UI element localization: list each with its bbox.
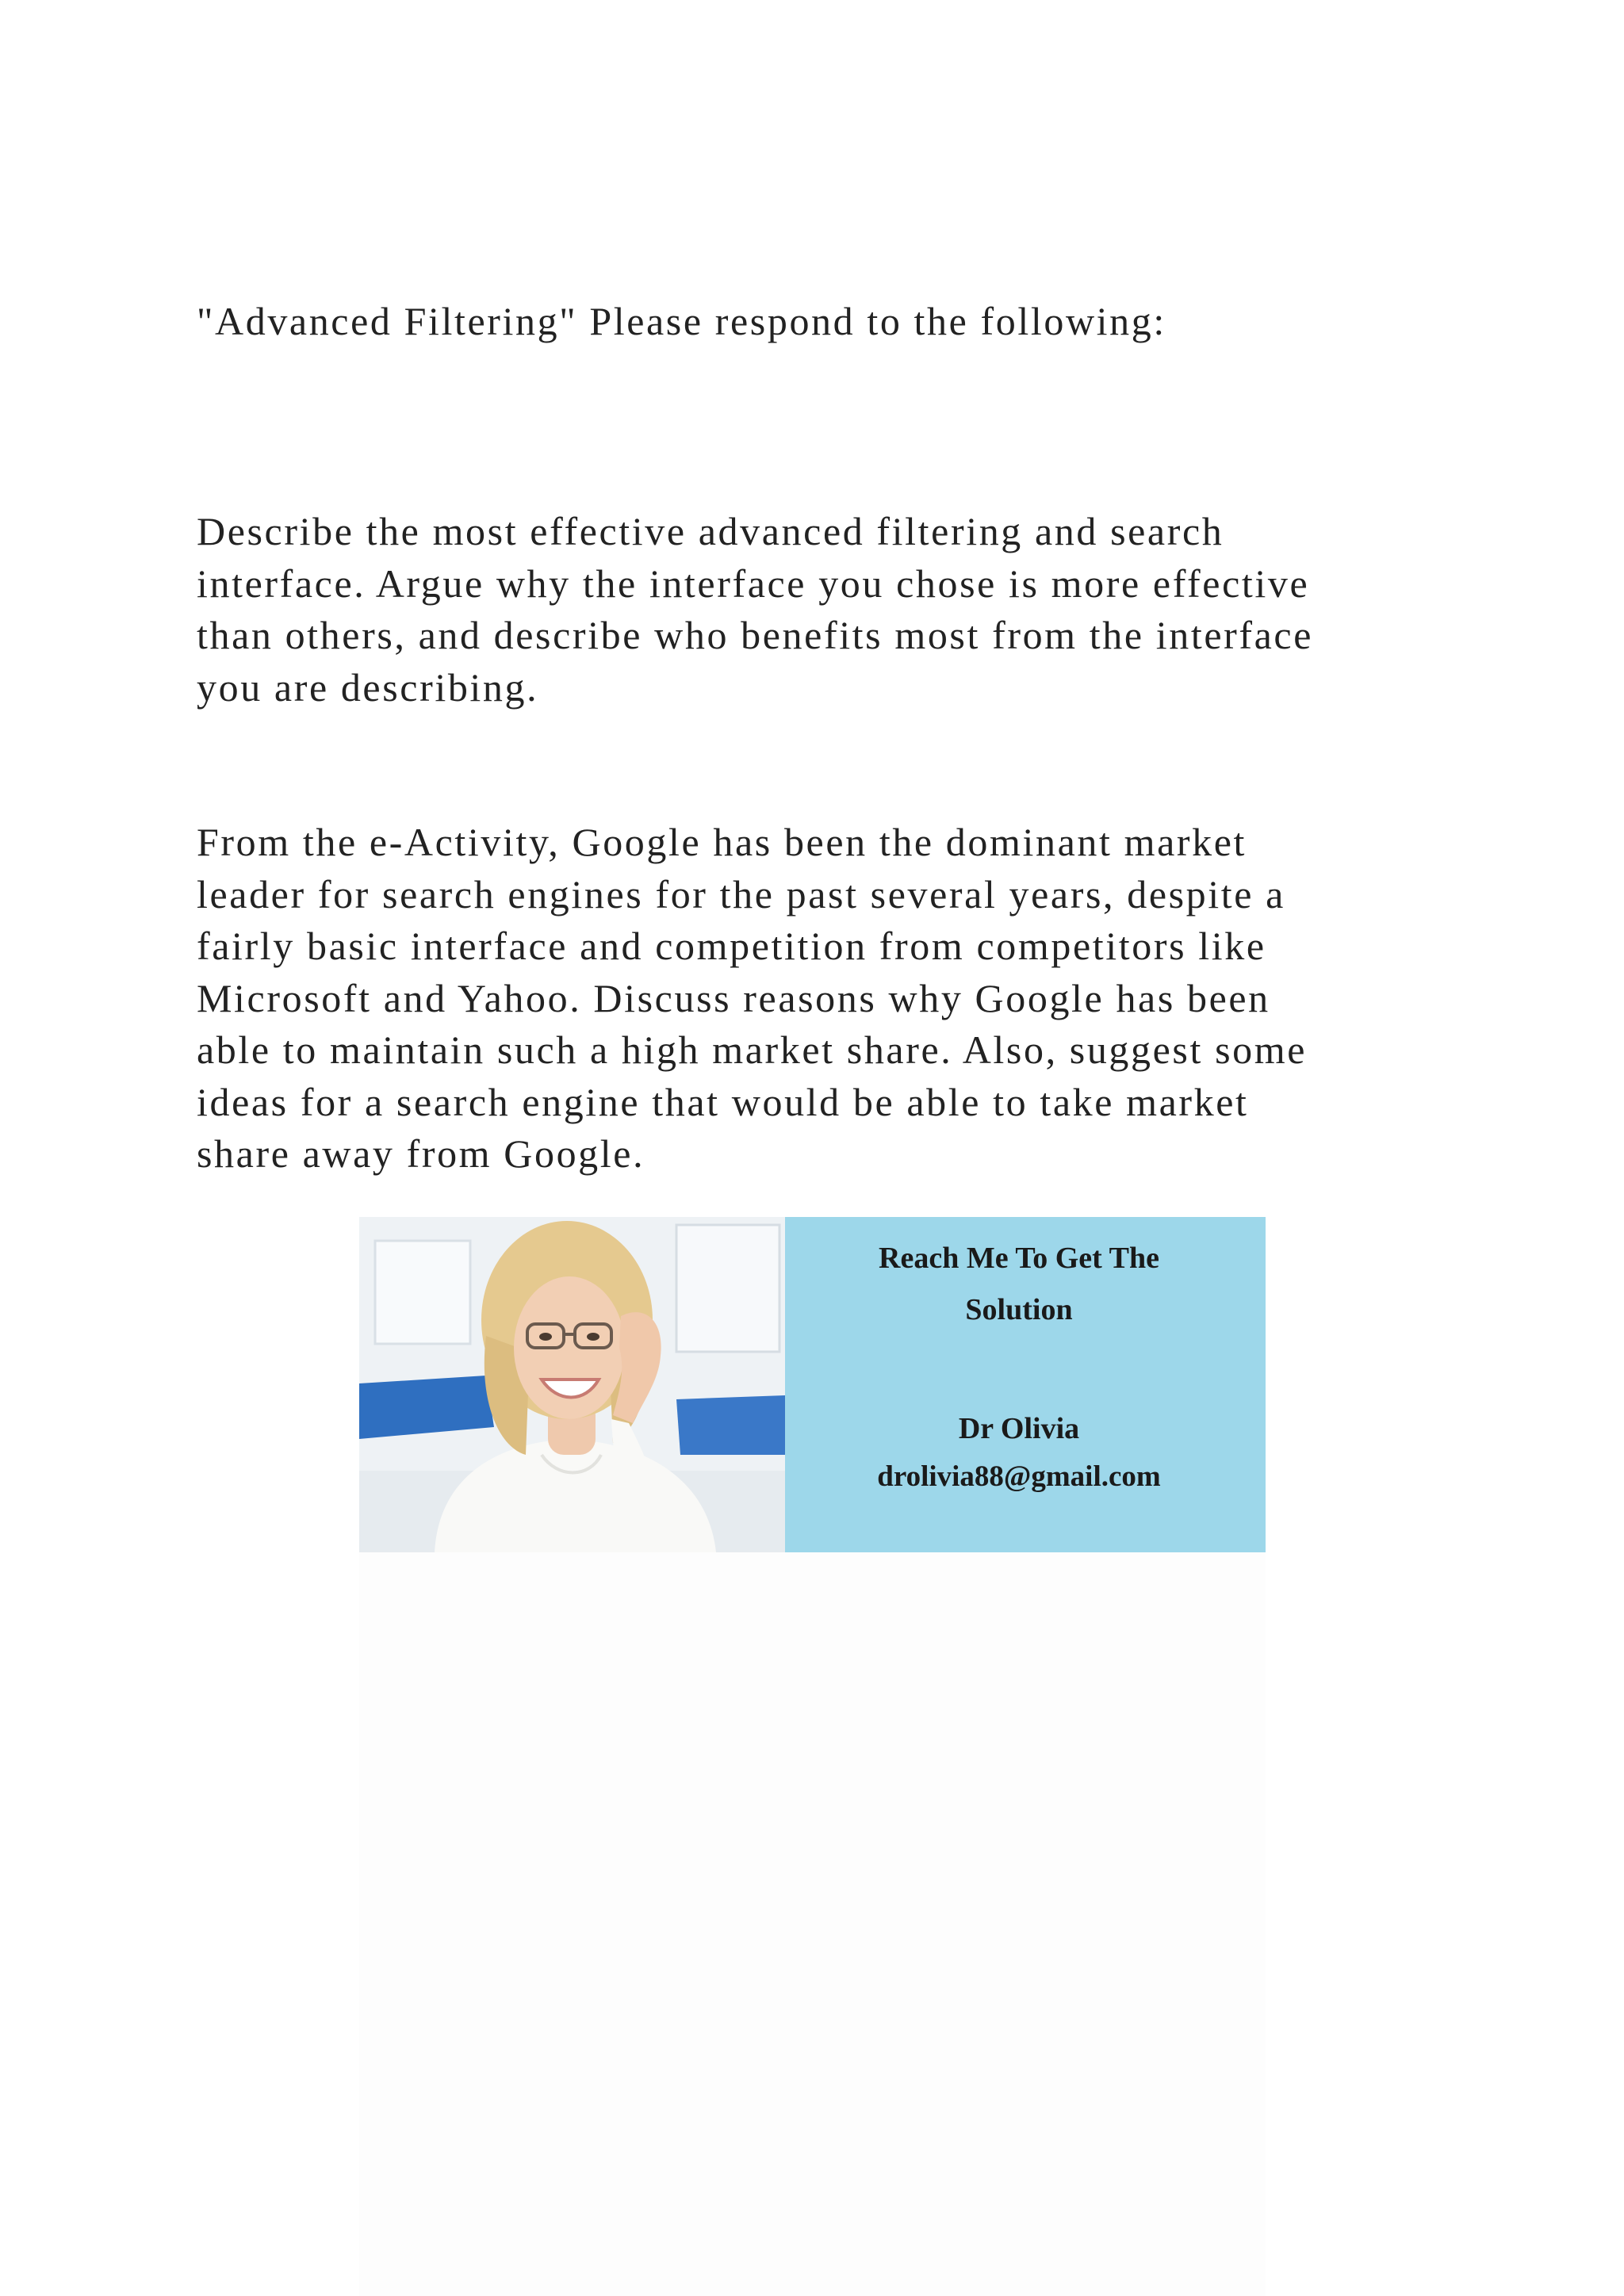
paragraph-describe-interface — [197, 506, 1434, 714]
page-background-shade — [359, 1552, 1266, 2296]
contact-name: Dr Olivia — [958, 1412, 1080, 1445]
woman-photo-icon — [359, 1217, 785, 1552]
paragraph-line: share away from Google. — [197, 1131, 645, 1176]
promo-line-solution: Solution — [965, 1293, 1073, 1326]
paragraph-line: than others, and describe who benefits most from the interface — [197, 613, 1314, 657]
paragraph-line: Microsoft and Yahoo. Discuss reasons why Google has been — [197, 975, 1270, 1020]
paragraph-line: leader for search engines for the past several years, despite a — [197, 871, 1285, 916]
contact-info-panel[interactable] — [785, 1217, 1266, 1552]
question-heading — [197, 296, 1434, 348]
paragraph-line: able to maintain such a high market share. Also, suggest some — [197, 1027, 1308, 1072]
paragraph-line: From the e-Activity, Google has been the dominant market — [197, 820, 1247, 864]
paragraph-line: fairly basic interface and competition from competitors like — [197, 924, 1266, 968]
paragraph-line: ideas for a search engine that would be able to take market — [197, 1079, 1249, 1124]
contact-email[interactable]: drolivia88@gmail.com — [877, 1460, 1161, 1493]
paragraph-line: you are describing. — [197, 664, 539, 710]
contact-banner[interactable] — [359, 1217, 1266, 1552]
heading-line: "Advanced Filtering" Please respond to the following: — [197, 299, 1166, 343]
paragraph-google-market — [197, 817, 1434, 1181]
promo-line-reach: Reach Me To Get The — [879, 1242, 1159, 1275]
paragraph-line: Describe the most effective advanced filtering and search — [197, 509, 1224, 553]
paragraph-line: interface. Argue why the interface you chose is more effective — [197, 561, 1310, 606]
